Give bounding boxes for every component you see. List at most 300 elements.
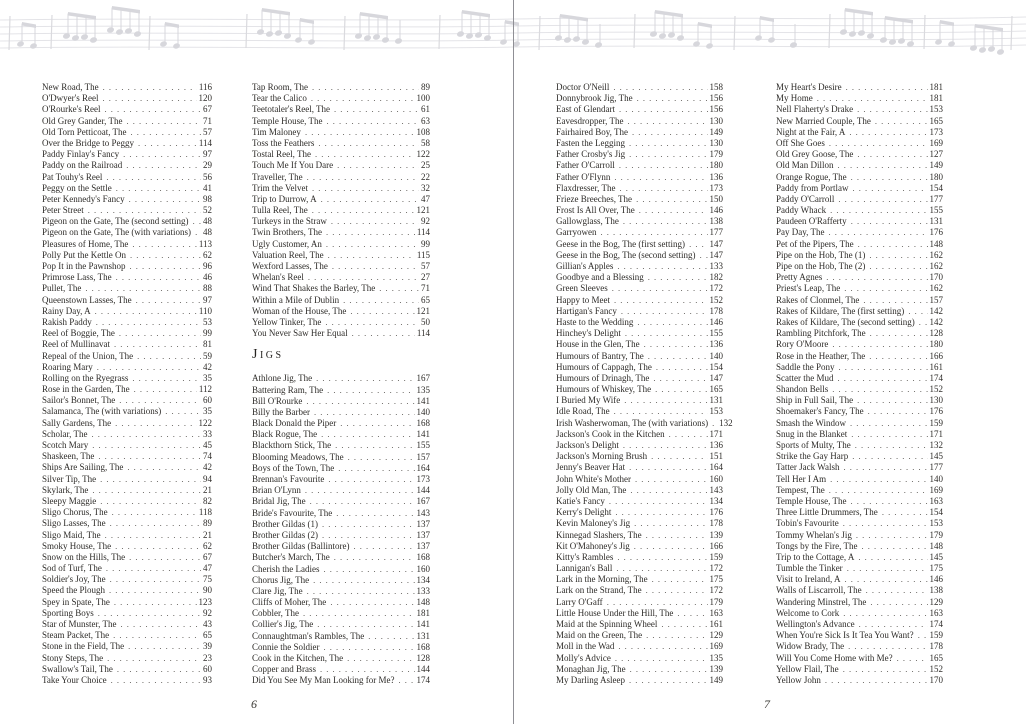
index-entry: [776, 563, 943, 574]
tune-page-ref: 155: [709, 328, 723, 339]
dot-leader: [316, 373, 414, 384]
tune-title: Katie's Fancy: [556, 495, 605, 506]
tune-title: Rolling on the Ryegrass: [42, 372, 129, 383]
tune-page-ref: 48: [203, 227, 212, 238]
tune-title: Valuation Reel, The: [252, 249, 324, 260]
tune-page-ref: 173: [929, 126, 943, 137]
dot-leader: [832, 339, 927, 350]
index-entry: [252, 508, 430, 519]
index-entry: [776, 351, 943, 362]
tune-page-ref: 131: [416, 630, 430, 641]
dot-leader: [353, 541, 414, 552]
index-entry: [556, 183, 723, 194]
tune-page-ref: 71: [421, 283, 430, 294]
tune-page-ref: 154: [929, 182, 943, 193]
tune-page-ref: 144: [416, 664, 430, 675]
tune-title: Sports of Multy, The: [776, 440, 851, 450]
index-entry: [42, 194, 212, 205]
dot-leader: [115, 418, 196, 429]
dot-leader: [328, 474, 414, 485]
dot-leader: [861, 541, 927, 552]
tune-page-ref: 180: [709, 160, 723, 171]
tune-title: House in the Glen, The: [556, 339, 640, 350]
index-entry: [252, 396, 430, 407]
tune-title: Ships Are Sailing, The: [42, 462, 124, 473]
dot-leader: [826, 272, 927, 283]
tune-page-ref: 130: [709, 137, 723, 148]
dot-leader: [634, 518, 707, 529]
tune-title: Trip to the Cottage, A: [776, 551, 855, 562]
tune-page-ref: 42: [203, 462, 212, 473]
index-entry: [556, 653, 723, 664]
dot-leader: [130, 261, 201, 272]
tune-title: Butcher's March, The: [252, 552, 330, 563]
tune-title: Orange Rogue, The: [776, 171, 847, 182]
index-entry: [776, 641, 943, 652]
tune-page-ref: 35: [203, 406, 212, 417]
tune-title: Boys of the Town, The: [252, 462, 335, 473]
tune-title: Rakes of Kildare, The (first setting): [776, 305, 905, 316]
dot-leader: [379, 283, 419, 294]
index-entry: [42, 116, 212, 127]
tune-page-ref: 172: [709, 585, 723, 596]
dot-leader: [855, 440, 928, 451]
index-entry: [42, 183, 212, 194]
tune-title: Soldier's Joy, The: [42, 574, 106, 585]
tune-page-ref: 99: [203, 328, 212, 339]
dot-leader: [614, 172, 707, 183]
dot-leader: [114, 339, 201, 350]
index-entry: [252, 138, 430, 149]
dot-leader: [851, 172, 928, 183]
tune-page-ref: 174: [929, 619, 943, 629]
index-entry: [42, 384, 212, 395]
dot-leader: [307, 586, 415, 597]
tune-title: Pat Touhy's Reel: [42, 171, 103, 182]
tune-title: Over the Bridge to Peggy: [42, 137, 134, 148]
index-entry: [42, 227, 212, 238]
index-entry: [42, 351, 212, 362]
tune-page-ref: 165: [709, 384, 723, 395]
tune-title: Cliffs of Moher, The: [252, 597, 327, 608]
dot-leader: [614, 406, 708, 417]
dot-leader: [107, 653, 201, 664]
dot-leader: [648, 351, 708, 362]
dot-leader: [848, 641, 927, 652]
dot-leader: [98, 451, 201, 462]
dot-leader: [115, 541, 201, 552]
index-entry: [252, 328, 430, 339]
tune-title: Night at the Fair, A: [776, 126, 846, 137]
tune-title: New Road, The: [42, 82, 99, 92]
index-entry: [776, 82, 943, 93]
tune-title: Jenny's Beaver Hat: [556, 462, 626, 473]
tune-page-ref: 121: [416, 205, 430, 216]
tune-title: Brother Gildas (1): [252, 518, 318, 529]
dot-leader: [310, 496, 415, 507]
tune-page-ref: 142: [929, 305, 943, 316]
tune-title: Smash the Window: [776, 417, 846, 428]
index-entry: [556, 485, 723, 496]
dot-leader: [326, 116, 419, 127]
tune-title: Battering Ram, The: [252, 384, 324, 395]
index-entry: [776, 127, 943, 138]
tune-page-ref: 148: [929, 540, 943, 551]
index-column: [776, 82, 943, 686]
dot-leader: [350, 306, 414, 317]
tune-page-ref: 136: [709, 171, 723, 182]
index-entry: [776, 619, 943, 630]
index-entry: [252, 385, 430, 396]
tune-page-ref: 174: [929, 372, 943, 383]
index-entry: [556, 295, 723, 306]
index-entry: [42, 104, 212, 115]
index-entry: [252, 586, 430, 597]
dot-leader: [104, 104, 201, 115]
tune-title: Blooming Meadows, The: [252, 451, 344, 462]
tune-page-ref: 120: [198, 93, 212, 104]
dot-leader: [844, 574, 927, 585]
tune-title: Geese in the Bog, The (first setting): [556, 238, 686, 249]
dot-leader: [617, 261, 707, 272]
index-entry: [252, 452, 430, 463]
dot-leader: [661, 619, 707, 630]
tune-title: Old Grey Goose, The: [776, 149, 854, 160]
index-entry: [252, 418, 430, 429]
dot-leader: [195, 227, 201, 238]
index-entry: [252, 429, 430, 440]
dot-leader: [617, 552, 707, 563]
tune-title: Connie the Soldier: [252, 641, 320, 652]
tune-page-ref: 92: [203, 607, 212, 618]
dot-leader: [700, 250, 708, 261]
tune-title: Widow Brady, The: [776, 641, 845, 652]
tune-title: Pipe on the Hob, The (2): [776, 261, 866, 271]
tune-title: Humours of Whiskey, The: [556, 384, 652, 395]
tune-title: Father Crosby's Jig: [556, 149, 626, 160]
dot-leader: [111, 675, 201, 686]
tune-page-ref: 29: [203, 160, 212, 171]
index-entry: [252, 116, 430, 127]
index-entry: [776, 518, 943, 529]
tune-title: Tommy Whelan's Jig: [776, 529, 852, 540]
index-entry: [556, 160, 723, 171]
tune-page-ref: 75: [203, 574, 212, 585]
tune-page-ref: 123: [198, 596, 212, 607]
index-entry: [252, 552, 430, 563]
tune-title: Gallowglass, The: [556, 216, 619, 227]
index-entry: [42, 406, 212, 417]
index-entry: [556, 116, 723, 127]
tune-page-ref: 178: [709, 518, 723, 529]
index-entry: [42, 485, 212, 496]
tune-title: Pigeon on the Gate, The (with variations): [42, 227, 192, 238]
tune-page-ref: 172: [709, 283, 723, 294]
tune-page-ref: 62: [203, 249, 212, 260]
tune-page-ref: 139: [709, 529, 723, 540]
tune-title: Rakish Paddy: [42, 316, 92, 327]
tune-page-ref: 42: [203, 361, 212, 372]
tune-page-ref: 133: [709, 261, 723, 271]
tune-page-ref: 47: [203, 563, 212, 574]
index-entry: [252, 317, 430, 328]
tune-page-ref: 147: [709, 249, 723, 260]
index-entry: [252, 597, 430, 608]
index-entry: [252, 227, 430, 238]
dot-leader: [825, 675, 928, 686]
tune-title: Old Torn Petticoat, The: [42, 126, 127, 137]
tune-page-ref: 136: [709, 339, 723, 350]
tune-title: Brian O'Lynn: [252, 485, 301, 496]
dot-leader: [119, 395, 201, 406]
index-entry: [776, 93, 943, 104]
tune-page-ref: 152: [709, 294, 723, 305]
tune-page-ref: 58: [421, 137, 430, 148]
tune-title: Garryowen: [556, 227, 597, 238]
tune-title: Snow on the Hills, The: [42, 551, 126, 562]
index-entry: [776, 362, 943, 373]
tune-title: Tap Room, The: [252, 82, 308, 92]
dot-leader: [327, 385, 414, 396]
tune-page-ref: 130: [929, 395, 943, 406]
tune-page-ref: 152: [929, 384, 943, 395]
index-entry: [252, 239, 430, 250]
tune-title: Paddy from Portlaw: [776, 182, 849, 193]
tune-title: Roaring Mary: [42, 361, 93, 372]
index-entry: [42, 496, 212, 507]
index-entry: [252, 250, 430, 261]
tune-page-ref: 81: [203, 339, 212, 350]
index-entry: [776, 384, 943, 395]
dot-leader: [131, 127, 201, 138]
dot-leader: [639, 205, 708, 216]
index-entry: [42, 507, 212, 518]
tune-page-ref: 156: [709, 104, 723, 115]
tune-title: Athlone Jig, The: [252, 373, 313, 384]
tune-title: Within a Mile of Dublin: [252, 294, 340, 305]
tune-page-ref: 116: [198, 82, 212, 92]
index-column: [252, 82, 430, 687]
tune-title: Temple House, The: [776, 495, 847, 506]
tune-page-ref: 165: [929, 115, 943, 126]
index-entry: [556, 530, 723, 541]
dot-leader: [138, 138, 197, 149]
tune-title: Wandering Minstrel, The: [776, 596, 867, 607]
index-entry: [556, 104, 723, 115]
index-entry: [42, 172, 212, 183]
tune-title: Bill O'Rourke: [252, 395, 303, 406]
tune-title: Yellow Flail, The: [776, 663, 839, 674]
tune-title: Stone in the Field, The: [42, 641, 125, 652]
tune-title: Goodbye and a Blessing: [556, 272, 644, 283]
dot-leader: [634, 541, 708, 552]
tune-page-ref: 118: [198, 507, 212, 518]
dot-leader: [858, 239, 928, 250]
index-entry: [252, 82, 430, 93]
tune-title: Pipe on the Hob, The (1): [776, 249, 866, 260]
tune-title: East of Glendart: [556, 104, 615, 115]
dot-leader: [338, 463, 414, 474]
tune-page-ref: 170: [929, 674, 943, 685]
index-entry: [776, 272, 943, 283]
tune-title: Tim Maloney: [252, 126, 301, 137]
tune-title: Toss the Feathers: [252, 137, 315, 148]
tune-page-ref: 100: [416, 93, 430, 104]
index-entry: [776, 585, 943, 596]
tune-title: Humours of Drinagh, The: [556, 372, 650, 383]
tune-title: Rose in the Heather, The: [776, 350, 866, 361]
tune-page-ref: 148: [929, 238, 943, 249]
tune-page-ref: 67: [203, 104, 212, 115]
tune-title: Tumble the Tinker: [776, 563, 843, 574]
tune-title: Tatter Jack Walsh: [776, 462, 840, 473]
tune-title: Temple House, The: [252, 115, 323, 126]
tune-title: Turkeys in the Straw: [252, 216, 327, 227]
tune-page-ref: 179: [929, 529, 943, 540]
index-entry: [42, 462, 212, 473]
index-entry: [776, 440, 943, 451]
tune-title: Cobbler, The: [252, 608, 299, 619]
dot-leader: [129, 552, 201, 563]
tune-title: Rakes of Kildare, The (second setting): [776, 316, 915, 327]
index-entry: [252, 530, 430, 541]
index-entry: [776, 194, 943, 205]
dot-leader: [653, 373, 707, 384]
dot-leader: [315, 149, 415, 160]
dot-leader: [853, 183, 928, 194]
index-entry: [776, 116, 943, 127]
tune-page-ref: 173: [416, 474, 430, 484]
index-entry: [776, 630, 943, 641]
dot-leader: [869, 250, 927, 261]
dot-leader: [323, 564, 414, 575]
tune-page-ref: 141: [416, 429, 430, 440]
dot-leader: [95, 306, 197, 317]
index-entry: [252, 93, 430, 104]
index-entry: [42, 541, 212, 552]
tune-page-ref: 157: [416, 451, 430, 462]
tune-page-ref: 146: [709, 205, 723, 216]
tune-title: Rose in the Garden, The: [42, 384, 130, 395]
index-entry: [556, 227, 723, 238]
tune-title: Wellington's Advance: [776, 619, 855, 629]
index-entry: [252, 272, 430, 283]
dot-leader: [126, 160, 201, 171]
tune-page-ref: 88: [203, 283, 212, 294]
index-entry: [556, 619, 723, 630]
dot-leader: [651, 451, 707, 462]
tune-page-ref: 176: [929, 227, 943, 238]
tune-page-ref: 57: [203, 126, 212, 137]
index-entry: [776, 552, 943, 563]
tune-page-ref: 39: [203, 641, 212, 652]
index-entry: [42, 418, 212, 429]
dot-leader: [600, 227, 707, 238]
dot-leader: [644, 339, 708, 350]
tune-title: Sally Gardens, The: [42, 417, 112, 428]
dot-leader: [109, 585, 201, 596]
tune-page-ref: 154: [929, 507, 943, 518]
dot-leader: [646, 630, 707, 641]
tune-page-ref: 135: [416, 384, 430, 395]
tune-page-ref: 137: [416, 541, 430, 552]
dot-leader: [621, 306, 708, 317]
index-entry: [556, 239, 723, 250]
dot-leader: [624, 395, 707, 406]
dot-leader: [869, 261, 927, 272]
tune-title: Lannigan's Ball: [556, 563, 613, 574]
dot-leader: [313, 575, 414, 586]
tune-title: Lark on the Strand, The: [556, 585, 642, 596]
tune-page-ref: 53: [203, 316, 212, 327]
tune-title: Moll in the Wad: [556, 641, 615, 652]
tune-title: Walls of Liscarroll, The: [776, 585, 862, 596]
tune-title: Cook in the Kitchen, The: [252, 653, 344, 663]
tune-title: Cherish the Ladies: [252, 563, 320, 574]
tune-title: Swallow's Tail, The: [42, 663, 113, 674]
tune-page-ref: 162: [929, 249, 943, 260]
dot-leader: [112, 507, 197, 518]
tune-page-ref: 178: [929, 641, 943, 652]
dot-leader: [844, 283, 927, 294]
index-entry: [556, 317, 723, 328]
dot-leader: [88, 205, 201, 216]
tune-page-ref: 164: [416, 462, 430, 473]
dot-leader: [669, 429, 708, 440]
tune-title: Kit O'Mahoney's Jig: [556, 540, 630, 551]
tune-page-ref: 131: [709, 395, 723, 406]
tune-title: Copper and Brass: [252, 664, 316, 675]
dot-leader: [102, 93, 196, 104]
tune-page-ref: 114: [416, 227, 430, 238]
tune-page-ref: 179: [709, 596, 723, 607]
tune-title: Maid on the Green, The: [556, 630, 643, 641]
index-entry: [776, 283, 943, 294]
tune-page-ref: 146: [709, 316, 723, 327]
tune-page-ref: 22: [421, 171, 430, 182]
dot-leader: [100, 496, 201, 507]
index-entry: [42, 429, 212, 440]
dot-leader: [334, 104, 419, 115]
tune-page-ref: 149: [929, 160, 943, 171]
dot-leader: [91, 429, 201, 440]
tune-page-ref: 174: [416, 675, 430, 686]
dot-leader: [866, 585, 928, 596]
tune-title: Frost Is All Over, The: [556, 205, 635, 216]
tune-title: Ugly Customer, An: [252, 238, 322, 249]
tune-title: Kitty's Rambles: [556, 551, 614, 562]
tune-page-ref: 156: [709, 93, 723, 104]
dot-leader: [312, 82, 419, 93]
tune-page-ref: 178: [709, 305, 723, 316]
tune-title: My Heart's Desire: [776, 82, 842, 92]
tune-page-ref: 43: [203, 619, 212, 629]
index-entry: [776, 317, 943, 328]
dot-leader: [635, 474, 708, 485]
dot-leader: [846, 82, 928, 93]
index-entry: [556, 127, 723, 138]
tune-title: Sailor's Bonnet, The: [42, 395, 116, 406]
index-entry: [556, 328, 723, 339]
tune-title: John White's Mother: [556, 473, 631, 484]
tune-page-ref: 141: [416, 619, 430, 630]
tune-page-ref: 98: [203, 193, 212, 204]
dot-leader: [343, 295, 419, 306]
tune-page-ref: 21: [203, 484, 212, 495]
index-entry: [776, 227, 943, 238]
tune-title: Rory O'Moore: [776, 339, 829, 350]
index-entry: [252, 283, 430, 294]
